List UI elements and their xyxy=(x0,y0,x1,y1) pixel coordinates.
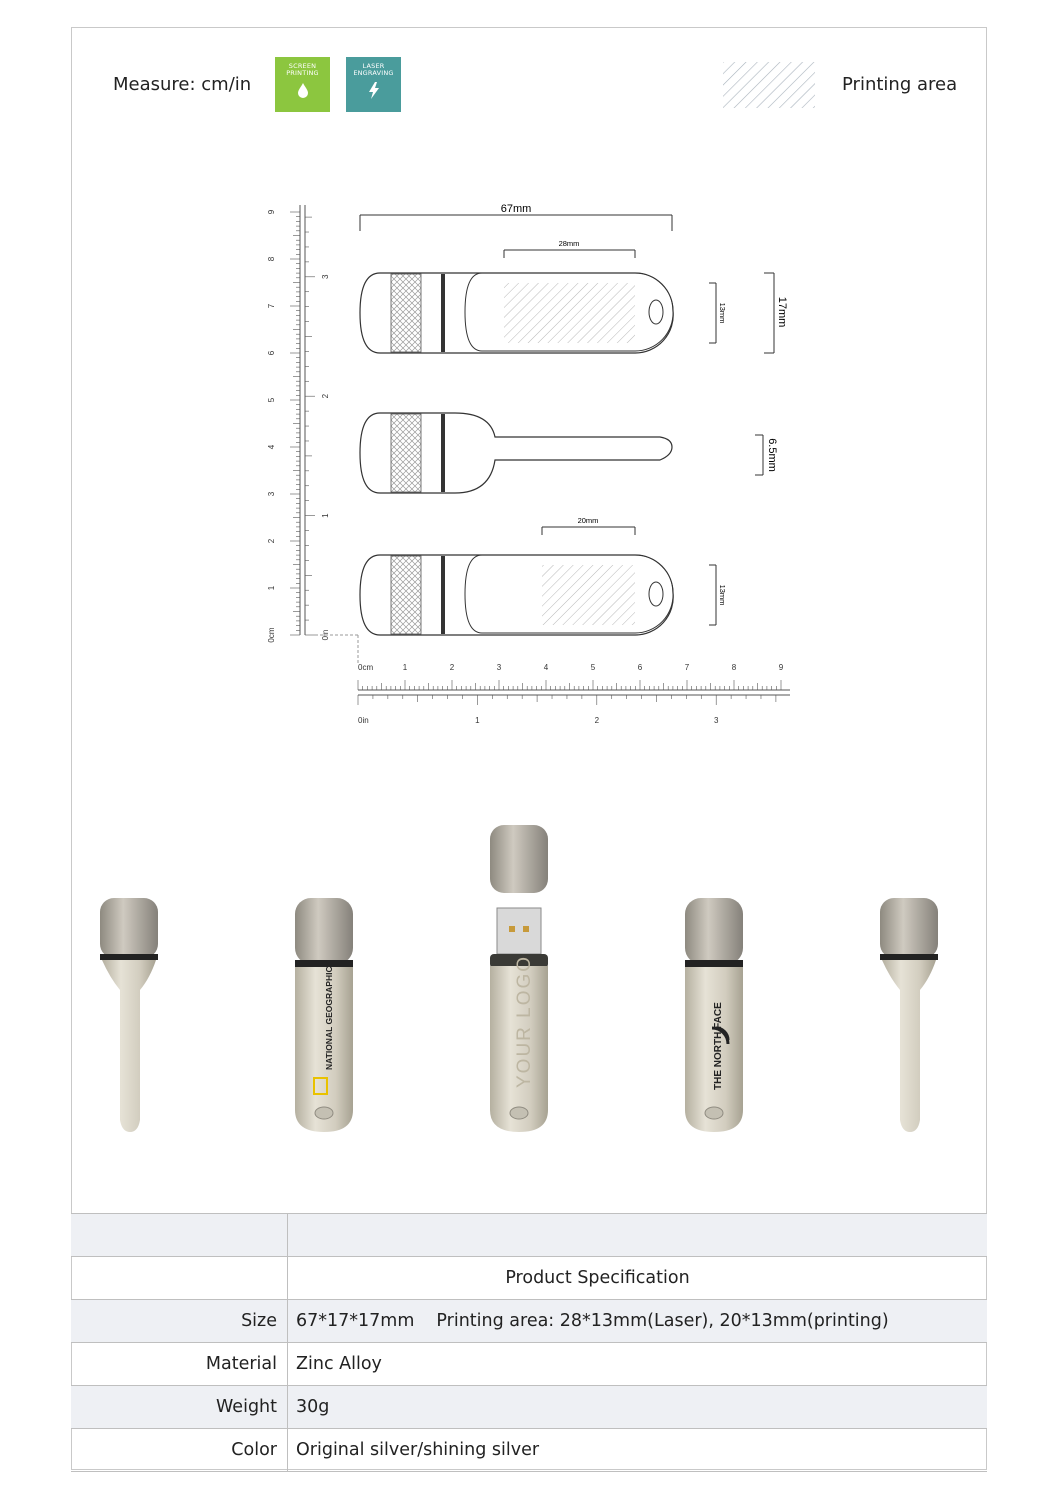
vertical-cm-ruler xyxy=(290,205,315,635)
spec-table xyxy=(71,1213,987,1472)
spec-row-size xyxy=(71,1300,987,1343)
printing-area-swatch xyxy=(723,62,815,108)
vertical-in-label: 0in xyxy=(321,629,330,641)
technical-drawing xyxy=(250,195,810,735)
spec-title: Product Specification xyxy=(288,1257,988,1300)
laser-height-dimension xyxy=(709,283,727,343)
droplet-icon xyxy=(275,82,330,102)
bottom-view xyxy=(360,555,673,635)
spec-key-color: Color xyxy=(71,1429,288,1472)
screen-printing-label: SCREEN PRINTING xyxy=(286,62,319,77)
print-height-dimension xyxy=(709,565,727,625)
cm-ruler-label: 1 xyxy=(402,663,408,672)
spec-key-weight: Weight xyxy=(71,1386,288,1429)
vertical-cm-label: 7 xyxy=(267,303,276,309)
screen-printing-badge xyxy=(275,57,330,112)
in-ruler-label: 3 xyxy=(713,716,719,725)
spec-key-material: Material xyxy=(71,1343,288,1386)
spec-value-material: Zinc Alloy xyxy=(288,1343,988,1386)
product-front-national-geographic xyxy=(295,898,353,1132)
spec-row-material xyxy=(71,1343,987,1386)
cm-ruler-label: 6 xyxy=(637,663,643,672)
vertical-in-label: 3 xyxy=(321,274,330,280)
vertical-cm-label: 2 xyxy=(267,538,276,544)
body-height-dimension xyxy=(764,273,788,353)
print-width-label: 20mm xyxy=(577,516,599,525)
vertical-cm-label: 0cm xyxy=(267,627,276,643)
length-label: 67mm xyxy=(500,203,532,215)
product-side-view-left xyxy=(100,898,158,1132)
body-height-label: 17mm xyxy=(776,296,788,328)
cm-ruler-label: 0cm xyxy=(358,663,374,672)
national-geographic-logo: NATIONAL GEOGRAPHIC xyxy=(324,966,334,1070)
cm-ruler-label: 2 xyxy=(449,663,455,672)
laser-width-label: 28mm xyxy=(558,239,580,248)
laser-width-dimension xyxy=(504,239,635,258)
thickness-label: 6.5mm xyxy=(766,438,778,472)
print-height-label: 13mm xyxy=(718,584,727,606)
spec-header-row xyxy=(71,1257,987,1300)
vertical-cm-label: 5 xyxy=(267,397,276,403)
measure-label: Measure: cm/in xyxy=(113,74,252,95)
laser-height-label: 13mm xyxy=(718,302,727,324)
product-photos xyxy=(90,820,970,1150)
laser-engraving-badge xyxy=(346,57,401,112)
spec-value-color: Original silver/shining silver xyxy=(288,1429,988,1472)
cm-ruler-label: 9 xyxy=(778,663,784,672)
cm-ruler-label: 3 xyxy=(496,663,502,672)
in-ruler-label: 1 xyxy=(475,716,480,725)
vertical-cm-label: 1 xyxy=(267,585,276,591)
print-width-dimension xyxy=(542,516,635,535)
spec-row-color xyxy=(71,1429,987,1472)
thickness-dimension xyxy=(755,435,778,475)
cm-ruler-label: 5 xyxy=(590,663,596,672)
your-logo-text: YOUR LOGO xyxy=(514,954,535,1088)
horizontal-cm-ruler xyxy=(358,680,790,705)
vertical-in-label: 1 xyxy=(321,513,330,518)
vertical-cm-label: 4 xyxy=(267,444,276,450)
product-side-view-right xyxy=(880,898,938,1132)
spec-value-size: 67*17*17mm xyxy=(296,1311,415,1331)
vertical-cm-label: 6 xyxy=(267,350,276,356)
length-dimension xyxy=(360,203,672,231)
laser-engraving-label: LASER ENGRAVING xyxy=(353,62,394,77)
vertical-cm-label: 8 xyxy=(267,256,276,262)
spec-blank-row xyxy=(71,1214,987,1257)
product-front-your-logo xyxy=(490,825,548,1132)
in-ruler-label: 2 xyxy=(594,716,600,725)
lightning-icon xyxy=(346,82,401,103)
in-ruler-label: 0in xyxy=(358,716,369,725)
spec-row-weight xyxy=(71,1386,987,1429)
vertical-in-label: 2 xyxy=(321,393,330,399)
product-front-north-face xyxy=(685,898,743,1132)
horizontal-ruler-labels xyxy=(358,663,784,725)
spec-value-weight: 30g xyxy=(288,1386,988,1429)
vertical-cm-label: 3 xyxy=(267,491,276,497)
spec-value-printing-area: Printing area: 28*13mm(Laser), 20*13mm(printing) xyxy=(436,1311,889,1331)
spec-key-size: Size xyxy=(71,1300,288,1343)
side-view xyxy=(360,413,672,493)
printing-area-label: Printing area xyxy=(842,74,958,95)
vertical-cm-label: 9 xyxy=(267,209,276,215)
cm-ruler-label: 8 xyxy=(731,663,737,672)
cm-ruler-label: 4 xyxy=(543,663,549,672)
cm-ruler-label: 7 xyxy=(684,663,690,672)
north-face-logo: THE NORTH FACE xyxy=(713,1002,724,1090)
top-view xyxy=(360,273,673,353)
